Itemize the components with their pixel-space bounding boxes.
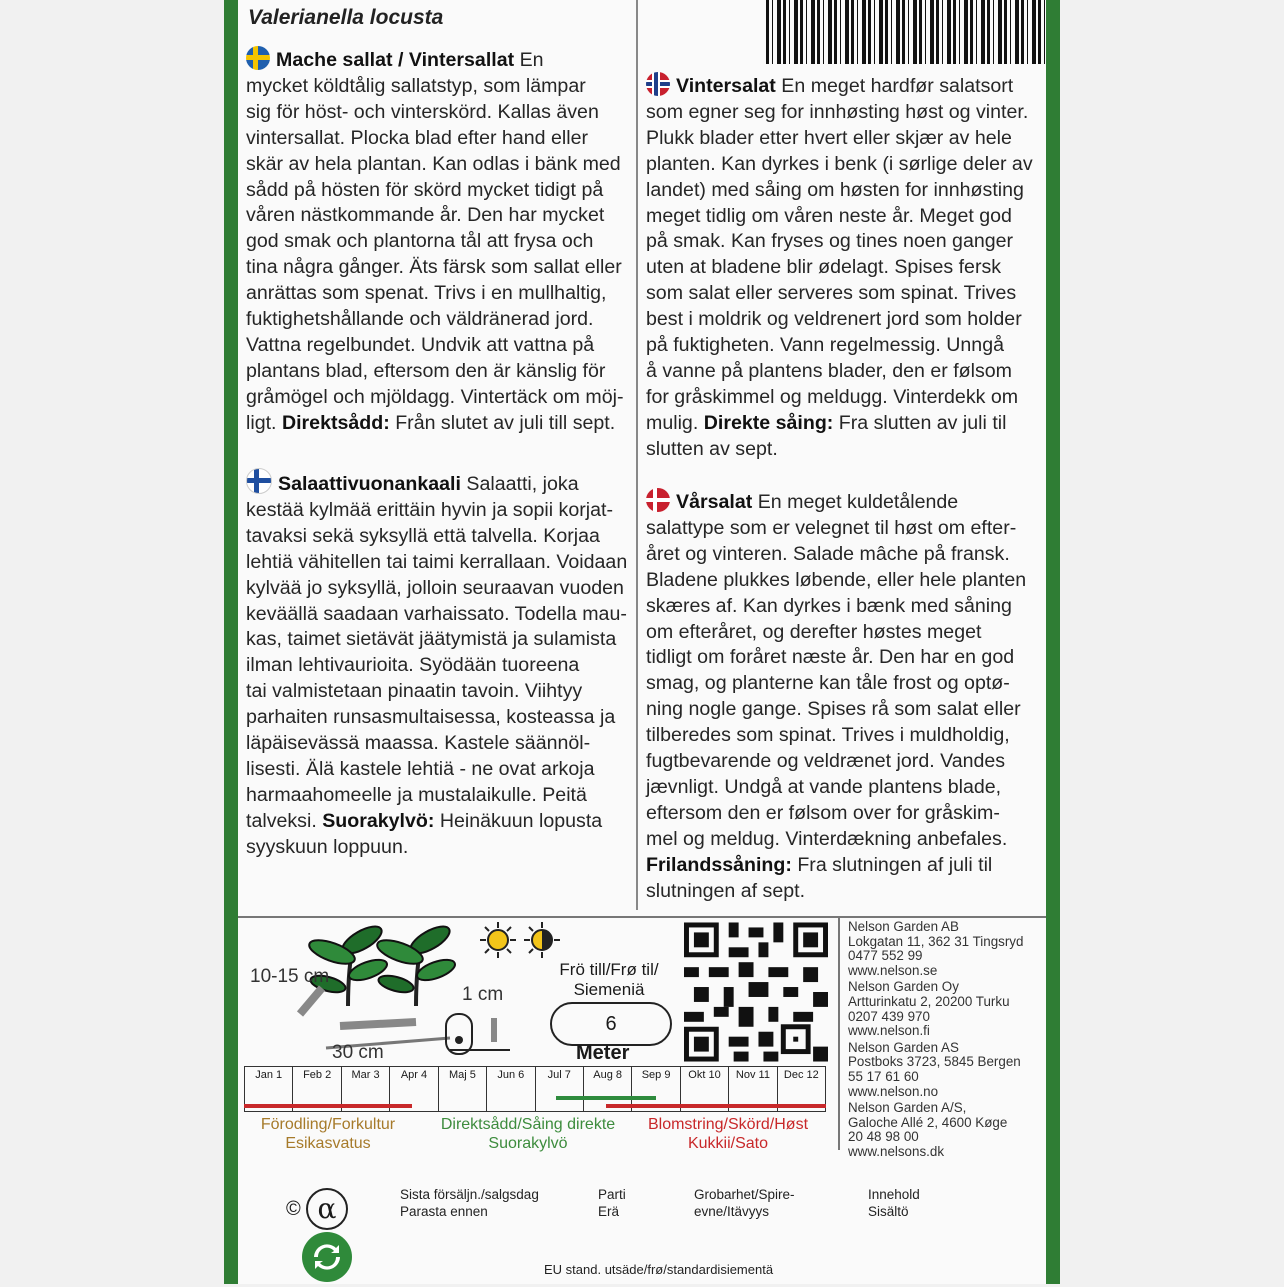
indoor-period-bar	[244, 1104, 412, 1108]
denmark-flag-icon	[646, 488, 670, 512]
sowing-depth-label: 1 cm	[462, 984, 504, 1005]
norway-flag-icon	[646, 72, 670, 96]
finnish-title: Salaattivuonankaali	[278, 473, 461, 495]
website-link[interactable]: www.nelson.se	[848, 962, 938, 978]
content-label: Innehold Sisältö	[868, 1187, 920, 1219]
plant-height-label: 10-15 cm	[250, 966, 330, 987]
swedish-section: Mache sallat / Vintersallat En mycket köldtålig sallatstyp, som lämpar sig för höst- och vinterskörd. Kallas även vintersallat. Plocka blad efter hand eller skär av hela plantan. Kan odlas i bänk med sådd på hösten för skörd mycket tidigt på våren nästkommande år. Den har mycket god smak och plantorna tål att frysa och tina några gånger. Äts färsk som sallat eller anrättas som spenat. Trivs i en mullhaltig, fuktighetshållande och väldränerad jord. Vattna regelbundet. Undvik att vattna på plantans blad, eftersom den är känslig för gråmögel och mjöldagg. Vintertäck om möj- ligt. Direktsådd: Från slutet av juli till sept.	[246, 46, 631, 437]
contact-sweden: Nelson Garden AB Lokgatan 11, 362 31 Tingsryd 0477 552 99 www.nelson.se	[848, 920, 1044, 978]
green-edge-right	[1046, 0, 1060, 1284]
calendar-month: Jan 1	[244, 1066, 292, 1112]
website-link[interactable]: www.nelson.no	[848, 1083, 939, 1099]
seed-amount-unit: Meter	[576, 1042, 630, 1064]
phase-indoor-label: Förodling/Forkultur Esikasvatus	[260, 1116, 396, 1152]
contact-finland: Nelson Garden Oy Artturinkatu 2, 20200 Turku 0207 439 970 www.nelson.fi	[848, 980, 1044, 1038]
half-shade-icon	[524, 922, 560, 958]
norwegian-title: Vintersalat	[676, 75, 776, 97]
green-edge-left	[224, 0, 238, 1284]
calendar-month: Dec 12	[777, 1066, 826, 1112]
qr-code-icon	[684, 922, 828, 1062]
latin-name: Valerianella locusta	[248, 6, 444, 29]
sell-by-label: Sista försäljn./salgsdag Parasta ennen	[400, 1187, 539, 1219]
plant-illustration-icon	[306, 921, 457, 1006]
finland-flag-icon	[246, 468, 272, 494]
barcode	[766, 0, 1046, 64]
calendar-month: Nov 11	[728, 1066, 776, 1112]
website-link[interactable]: www.nelsons.dk	[848, 1143, 945, 1159]
calendar-month: Apr 4	[389, 1066, 437, 1112]
calendar-month: Jul 7	[535, 1066, 583, 1112]
danish-section: Vårsalat En meget kuldetålende salattype som er velegnet til høst om efter- året og vinteren. Salade mâche på fransk. Bladene plukkes løbende, eller hele planten skæres af. Kan dyrkes i bænk med såning om efteråret, og derefter høstes meget tidligt om foråret næste år. Den har en god smag, og planterne kan tåle frost og optø- ning nogle gange. Spises rå som salat eller tilberedes som spinat. Trives i muldholdig, fugtbevarende og veldrænet jord. Vandes jævnligt. Undgå at vande plantens blade, eftersom den er følsom over for gråskim- mel og meldug. Vinterdækning anbefales. Frilandssåning: Fra slutningen af juli til slutningen af sept.	[646, 488, 1038, 905]
calendar-month: Mar 3	[341, 1066, 389, 1112]
lot-label: Parti Erä	[598, 1187, 626, 1219]
seed-amount-value: 6	[550, 1002, 672, 1046]
contact-norway: Nelson Garden AS Postboks 3723, 5845 Bergen 55 17 61 60 www.nelson.no	[848, 1041, 1044, 1099]
norwegian-section: Vintersalat En meget hardfør salatsort som egner seg for innhøsting høst og vinter. Plukk blader etter hvert eller skjær av hele planten. Kan dyrkes i benk (i sørlige deler av landet) med såing om høsten for innhøsting meget tidlig om våren neste år. Meget god på smak. Kan fryses og tines noen ganger uten at bladene blir ødelagt. Spises fersk som salat eller serveres som spinat. Trives best i moldrik og veldrenert jord som holder på fuktigheten. Vann regelmessig. Unngå å vanne på plantens blader, den er følsom for gråskimmel og meldugg. Vinterdekk om mulig. Direkte såing: Fra slutten av juli til slutten av sept.	[646, 72, 1038, 463]
eu-standard-label: EU stand. utsäde/frø/standardisiementä	[544, 1262, 774, 1277]
contact-denmark: Nelson Garden A/S, Galoche Allé 2, 4600 Køge 20 48 98 00 www.nelsons.dk	[848, 1101, 1044, 1159]
phase-harvest-label: Blomstring/Skörd/Høst Kukkii/Sato	[647, 1116, 809, 1152]
calendar-month: Sep 9	[631, 1066, 679, 1112]
recycle-icon	[302, 1232, 352, 1282]
sun-icon	[480, 922, 516, 958]
website-link[interactable]: www.nelson.fi	[848, 1023, 930, 1039]
copyright-icon: ©	[286, 1198, 301, 1220]
height-arrow-icon	[300, 988, 322, 1014]
phase-direct-label: Direktsådd/Såing direkte Suorakylvö	[440, 1116, 616, 1152]
calendar-month: Okt 10	[680, 1066, 728, 1112]
calendar-month: Jun 6	[486, 1066, 534, 1112]
finnish-section: Salaattivuonankaali Salaatti, joka kestää kylmää erittäin hyvin ja sopii korjat- tavaksi sekä syksyllä että talvella. Korjaa lehtiä vähitellen tai taimi kerrallaan. Voidaan kylvää jo syksyllä, jolloin seuraavan vuoden keväällä saadaan varhaissato. Todella mau- kas, taimet sietävät jäätymistä ja sulamista ilman lehtivaurioita. Syödään tuoreena tai valmistetaan pinaatin tavoin. Viihtyy parhaiten runsasmultaisessa, kosteassa ja läpäisevässä maassa. Kastele säännöl- lisesti. Älä kastele lehtiä - ne ovat arkoja harmaahomeelle ja mustalaikulle. Peitä talveksi. Suorakylvö: Heinäkuun lopusta syyskuun loppuun.	[246, 468, 636, 861]
plant-spacing-label: 30 cm	[332, 1042, 384, 1063]
contacts-divider	[838, 918, 840, 1150]
swedish-title: Mache sallat / Vintersallat	[276, 49, 515, 71]
spacing-arrow-icon	[340, 1022, 416, 1026]
alpha-logo-icon: α	[306, 1188, 348, 1230]
contact-list	[848, 920, 1044, 1162]
germination-label: Grobarhet/Spire- evne/Itävyys	[694, 1187, 795, 1219]
column-divider	[636, 0, 638, 910]
direct-sowing-bar	[556, 1096, 656, 1100]
danish-title: Vårsalat	[676, 491, 753, 513]
sweden-flag-icon	[246, 46, 270, 70]
seed-amount-label: Frö till/Frø til/ Siemeniä	[559, 960, 659, 999]
calendar-month: Maj 5	[438, 1066, 486, 1112]
calendar-month: Feb 2	[292, 1066, 340, 1112]
calendar-month: Aug 8	[583, 1066, 631, 1112]
harvest-period-bar	[606, 1104, 826, 1108]
